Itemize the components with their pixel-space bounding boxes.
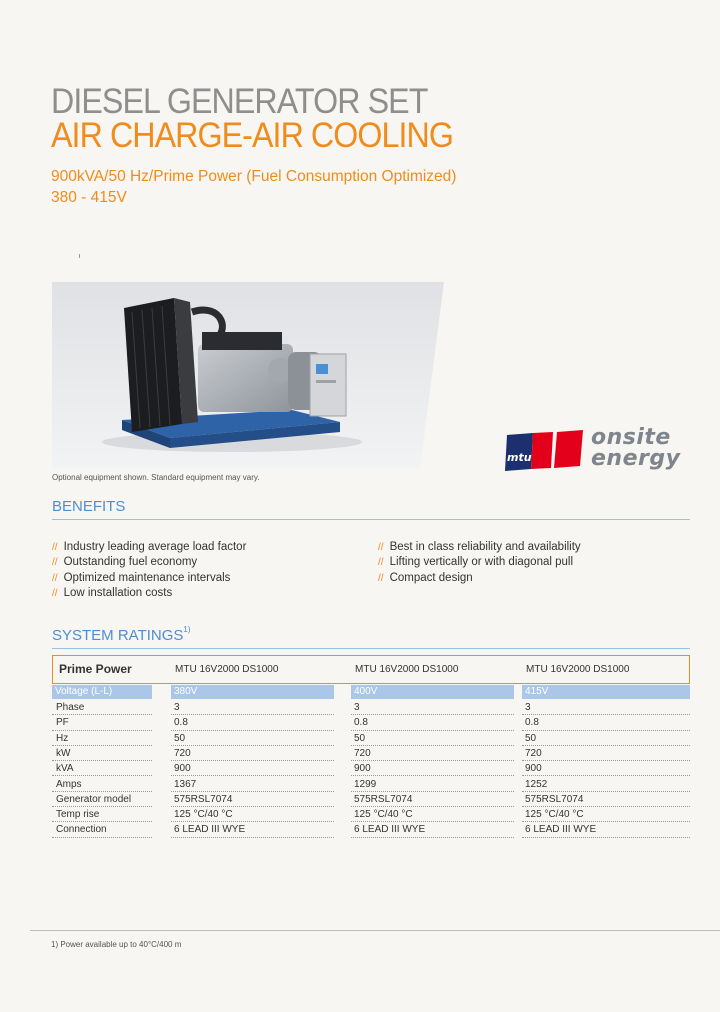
benefits-list-left	[52, 540, 246, 601]
table-row	[52, 732, 690, 747]
row-value: 720	[354, 747, 371, 759]
row-value: 1252	[525, 778, 548, 790]
row-value: 3	[525, 702, 531, 713]
row-label: Amps	[56, 778, 82, 790]
product-image	[52, 282, 444, 469]
row-value: 900	[174, 763, 191, 775]
title-line-2: AIR CHARGE-AIR COOLING	[51, 116, 453, 155]
table-row	[52, 716, 690, 731]
benefit-item: // Lifting vertically or with diagonal pull	[378, 556, 574, 569]
row-divider	[171, 775, 334, 776]
row-value: 3	[354, 702, 360, 713]
voltage-cell: 415V	[522, 685, 690, 699]
page-tick-mark	[79, 254, 80, 258]
row-divider	[522, 775, 690, 776]
table-row	[52, 808, 690, 823]
row-value: 3	[174, 702, 180, 713]
row-divider	[351, 730, 514, 731]
row-divider	[522, 760, 690, 761]
footnote: 1) Power available up to 40°C/400 m	[51, 940, 182, 949]
row-divider	[171, 745, 334, 746]
voltage-label-cell: Voltage (L-L)	[52, 685, 152, 699]
row-value: 720	[525, 747, 542, 759]
image-caption: Optional equipment shown. Standard equipment may vary.	[52, 473, 260, 482]
prime-power-label: Prime Power	[59, 662, 132, 676]
title-line-1: DIESEL GENERATOR SET	[51, 82, 428, 121]
row-value: 900	[354, 763, 371, 775]
row-divider	[171, 730, 334, 731]
table-row	[52, 823, 690, 838]
subtitle-voltage: 380 - 415V	[51, 189, 127, 206]
row-label: kVA	[56, 763, 74, 775]
row-value: 50	[174, 732, 186, 744]
benefit-item: // Compact design	[378, 571, 473, 584]
row-value: 575RSL7074	[354, 793, 413, 805]
voltage-cell: 380V	[171, 685, 334, 699]
row-value: 0.8	[354, 717, 368, 729]
benefits-list-right	[378, 540, 581, 586]
row-divider	[351, 745, 514, 746]
ratings-title: SYSTEM RATINGS$^{1)}$	[52, 625, 191, 644]
model-header: MTU 16V2000 DS1000	[526, 664, 630, 675]
row-value: 50	[525, 732, 537, 744]
logo-word-energy: energy	[591, 446, 681, 471]
row-label: Generator model	[56, 793, 132, 805]
row-value: 575RSL7074	[525, 793, 584, 805]
row-value: 6 LEAD III WYE	[174, 824, 246, 836]
benefits-title: BENEFITS	[52, 498, 126, 515]
row-value: 900	[525, 763, 542, 775]
mtu-mark-text: mtu	[507, 451, 532, 464]
row-value: 0.8	[174, 717, 188, 729]
subtitle	[51, 166, 456, 208]
logo-word-onsite: onsite	[591, 425, 671, 450]
logo-wordmark	[591, 427, 680, 469]
mtu-onsite-energy-logo	[503, 425, 693, 474]
row-label: Phase	[56, 702, 85, 713]
ratings-rule	[52, 648, 690, 649]
table-row	[52, 701, 690, 716]
benefit-item: // Outstanding fuel economy	[52, 556, 198, 569]
row-divider	[171, 760, 334, 761]
ratings-table-header	[52, 655, 690, 684]
row-value: 0.8	[525, 717, 539, 729]
row-divider	[522, 745, 690, 746]
ratings-footnote-marker: 1)	[183, 625, 191, 634]
table-row	[52, 778, 690, 793]
voltage-cell: 400V	[351, 685, 514, 699]
row-divider	[522, 730, 690, 731]
row-divider	[351, 714, 514, 715]
row-label: kW	[56, 747, 71, 759]
row-value: 575RSL7074	[174, 793, 233, 805]
row-value: 6 LEAD III WYE	[525, 824, 597, 836]
row-divider	[351, 775, 514, 776]
row-value: 720	[174, 747, 191, 759]
benefit-item: // Best in class reliability and availability	[378, 541, 581, 553]
table-row	[52, 762, 690, 777]
benefit-item: // Industry leading average load factor	[52, 541, 247, 553]
row-value: 125 °C/40 °C	[174, 809, 233, 821]
mtu-logo-mark	[503, 429, 585, 474]
row-value: 50	[354, 732, 366, 744]
row-value: 1299	[354, 778, 377, 790]
benefits-rule	[52, 519, 690, 520]
subtitle-rating: 900kVA/50 Hz/Prime Power (Fuel Consumption Optimized)	[51, 168, 457, 185]
benefit-item: // Optimized maintenance intervals	[52, 571, 231, 584]
footer-rule	[30, 930, 720, 931]
row-label: PF	[56, 717, 69, 729]
row-label: Temp rise	[56, 809, 100, 821]
row-value: 125 °C/40 °C	[525, 809, 584, 821]
model-header: MTU 16V2000 DS1000	[355, 664, 459, 675]
row-value: 1367	[174, 778, 197, 790]
row-divider	[351, 760, 514, 761]
benefit-item: // Low installation costs	[52, 586, 173, 599]
row-value: 125 °C/40 °C	[354, 809, 413, 821]
model-header: MTU 16V2000 DS1000	[175, 664, 279, 675]
row-divider	[171, 714, 334, 715]
table-row	[52, 747, 690, 762]
generator-illustration	[52, 282, 444, 469]
row-divider	[522, 714, 690, 715]
table-row	[52, 793, 690, 808]
row-value: 6 LEAD III WYE	[354, 824, 426, 836]
row-label: Connection	[56, 824, 107, 836]
row-label: Hz	[56, 732, 69, 744]
